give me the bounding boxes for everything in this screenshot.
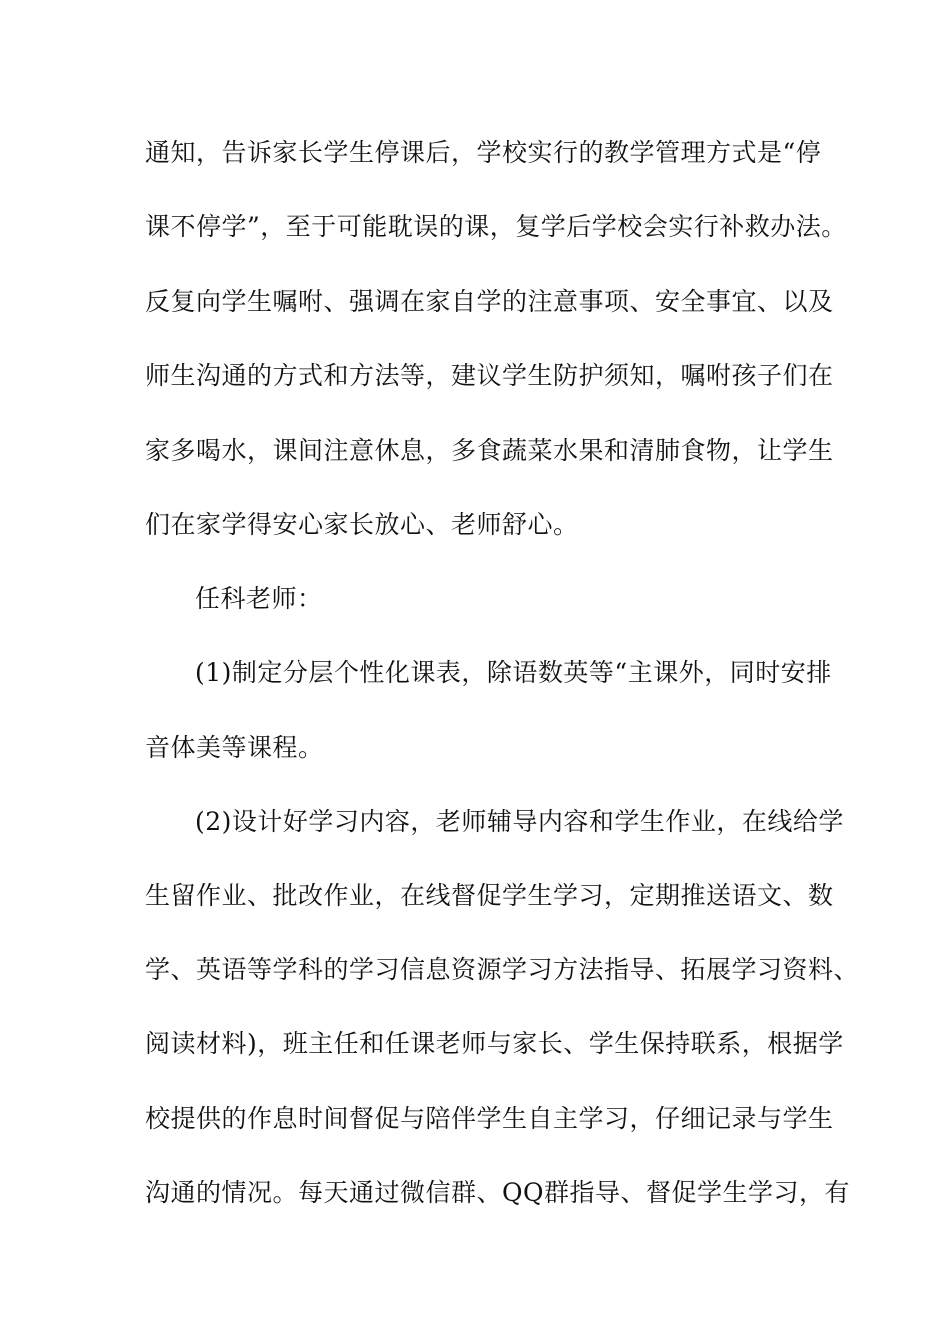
text-line: 生留作业、批改作业，在线督促学生学习，定期推送语文、数 (145, 881, 834, 910)
text-line: 家多喝水，课间注意休息，多食蔬菜水果和清肺食物，让学生 (145, 436, 834, 465)
text-line: 音体美等课程。 (145, 733, 324, 762)
text-line: 校提供的作息时间督促与陪伴学生自主学习，仔细记录与学生 (145, 1104, 834, 1133)
text-line: 们在家学得安心家长放心、老师舒心。 (145, 510, 579, 539)
text-line: (2)设计好学习内容，老师辅导内容和学生作业，在线给学 (195, 807, 844, 836)
text-line: (1)制定分层个性化课表，除语数英等“主课外，同时安排 (195, 658, 832, 687)
text-line: 沟通的情况。每天通过微信群、QQ群指导、督促学生学习，有 (145, 1178, 850, 1207)
text-line: 阅读材料)，班主任和任课老师与家长、学生保持联系，根据学 (145, 1029, 844, 1058)
text-line: 通知，告诉家长学生停课后，学校实行的教学管理方式是“停 (145, 138, 822, 167)
text-line: 师生沟通的方式和方法等，建议学生防护须知，嘱咐孩子们在 (145, 361, 834, 390)
text-line: 反复向学生嘱咐、强调在家自学的注意事项、安全事宜、以及 (145, 287, 834, 316)
text-line: 课不停学”，至于可能耽误的课，复学后学校会实行补救办法。 (145, 212, 847, 241)
text-line: 学、英语等学科的学习信息资源学习方法指导、拓展学习资料、 (145, 955, 860, 984)
section-heading: 任科老师： (195, 584, 323, 613)
